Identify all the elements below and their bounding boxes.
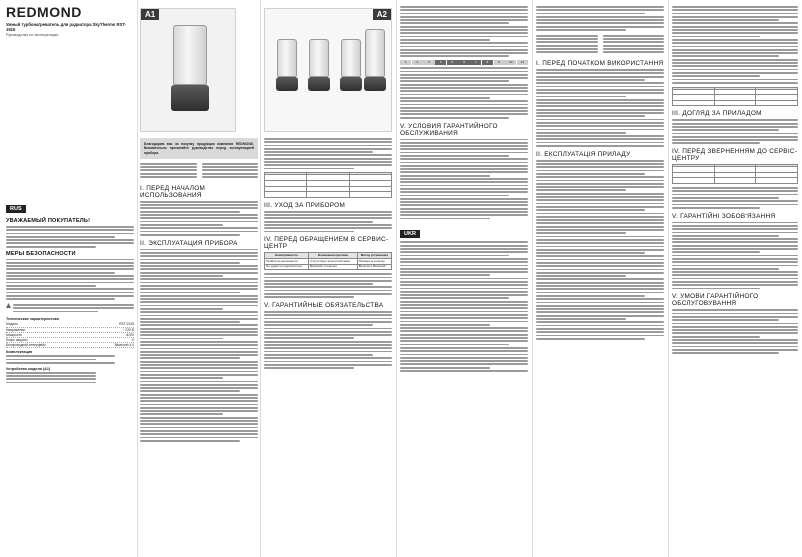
table-cell: Отсутствует электропитание xyxy=(309,259,358,265)
column-2 xyxy=(140,0,258,557)
text-block xyxy=(140,201,258,236)
progress-step: 7 xyxy=(470,60,481,65)
care-heading: III. УХОД ЗА ПРИБОРОМ xyxy=(264,201,346,209)
service-heading: IV. ПЕРЕД ОБРАЩЕНИЕМ В СЕРВИС-ЦЕНТР xyxy=(264,236,389,251)
specs-list xyxy=(6,322,134,348)
text-block xyxy=(400,241,528,371)
progress-step: 10 xyxy=(505,60,516,65)
progress-step: 5 xyxy=(447,60,458,65)
column-3 xyxy=(264,0,392,557)
text-block xyxy=(536,160,664,340)
device-heading: Устройство модели (A1) xyxy=(6,366,51,371)
progress-step: 3 xyxy=(423,60,434,65)
text-block xyxy=(6,355,134,363)
manual-title: Умный турбонагреватель для радиатора SkyThermo RST-1915 xyxy=(6,22,127,32)
dear-buyer-heading: УВАЖАЕМЫЙ ПОКУПАТЕЛЬ! xyxy=(6,218,91,224)
progress-step: 6 xyxy=(458,60,469,65)
text-block xyxy=(6,372,134,384)
progress-step: 11 xyxy=(517,60,528,65)
ukr-operation-heading: II. ЕКСПЛУАТАЦІЯ ПРИЛАДУ xyxy=(536,150,631,158)
table-cell: Bluetooth отключен xyxy=(309,264,358,270)
thanks-note: Благодарим вас за покупку продукции компании REDMOND. Внимательно прочитайте руководство перед эксплуатацией прибора. xyxy=(140,138,258,159)
lang-tag-ukr: UKR xyxy=(400,230,420,238)
spec-label: Напряжение xyxy=(6,327,26,332)
text-block xyxy=(536,6,664,31)
specs-heading: Технические характеристики xyxy=(6,317,59,322)
spec-value: ~ 220 В xyxy=(122,327,134,332)
column-5 xyxy=(536,0,664,557)
spec-value: 40 Вт xyxy=(125,332,134,337)
column-4 xyxy=(400,0,528,557)
ukr-warranty-heading: V. ГАРАНТІЙНІ ЗОБОВ'ЯЗАННЯ xyxy=(672,212,776,220)
text-block xyxy=(6,259,134,300)
ukr-conditions-heading: V. УМОВИ ГАРАНТІЙНОГО ОБСЛУГОВУВАННЯ xyxy=(672,293,759,308)
text-block xyxy=(400,67,528,118)
table-cell: Прибор не включается xyxy=(265,259,309,265)
operation-heading: II. ЭКСПЛУАТАЦИЯ ПРИБОРА xyxy=(140,239,238,247)
spec-label: Класс защиты xyxy=(6,337,28,342)
text-block xyxy=(672,6,798,84)
ukr-modes-table xyxy=(672,87,798,107)
rus-section xyxy=(6,197,134,383)
spec-label: Мощность xyxy=(6,332,22,337)
table-cell: Проверьте розетку xyxy=(357,259,391,265)
warranty-conditions-heading: V. УСЛОВИЯ ГАРАНТИЙНОГО ОБСЛУЖИВАНИЯ xyxy=(400,122,498,137)
ukr-care-heading: III. ДОГЛЯД ЗА ПРИЛАДОМ xyxy=(672,110,762,118)
device-parts-list xyxy=(140,162,258,181)
text-block xyxy=(140,249,258,442)
mode-progress-bar xyxy=(400,60,528,65)
text-block xyxy=(264,273,392,298)
modes-table xyxy=(264,172,392,197)
text-block xyxy=(6,226,134,248)
spec-row xyxy=(6,343,134,348)
before-use-heading: I. ПЕРЕД НАЧАЛОМ ИСПОЛЬЗОВАНИЯ xyxy=(140,184,206,199)
spec-label: Беспроводной интерфейс xyxy=(6,343,46,348)
panel-label-a2: A2 xyxy=(373,9,391,20)
progress-step: 4 xyxy=(435,60,446,65)
text-block xyxy=(672,309,798,354)
panel-label-a1: A1 xyxy=(141,9,159,20)
table-row xyxy=(265,264,392,270)
text-block xyxy=(672,222,798,290)
service-table xyxy=(264,252,392,270)
progress-step: 2 xyxy=(412,60,423,65)
manual-subtitle: Руководство по эксплуатации xyxy=(6,33,59,37)
text-block xyxy=(672,119,798,144)
spec-label: Модель xyxy=(6,322,18,327)
safety-heading: МЕРЫ БЕЗОПАСНОСТИ xyxy=(6,250,76,257)
warning-icon xyxy=(6,303,11,308)
column-1 xyxy=(6,0,134,557)
text-block xyxy=(264,211,392,233)
text-block xyxy=(400,6,528,57)
ukr-service-table xyxy=(672,164,798,184)
table-header: Метод устранения xyxy=(357,253,391,259)
progress-step: 1 xyxy=(400,60,411,65)
table-cell: Не удается подключиться xyxy=(265,264,309,270)
ukr-service-heading: IV. ПЕРЕД ЗВЕРНЕННЯМ ДО СЕРВІС-ЦЕНТРУ xyxy=(672,148,798,163)
spec-value: RST-1915 xyxy=(119,322,134,327)
table-header: Неисправность xyxy=(265,253,309,259)
text-block xyxy=(264,311,392,369)
text-block xyxy=(264,138,392,169)
spec-value: Bluetooth 4.0 xyxy=(114,343,134,348)
brand-logo: REDMOND xyxy=(6,4,82,20)
warranty-heading: V. ГАРАНТИЙНЫЕ ОБЯЗАТЕЛЬСТВА xyxy=(264,302,384,310)
table-header: Возможная причина xyxy=(309,253,358,259)
progress-step: 8 xyxy=(482,60,493,65)
column-6 xyxy=(672,0,798,557)
kit-heading: Комплектация xyxy=(6,350,33,355)
text-block xyxy=(536,69,664,147)
table-cell: Включите Bluetooth xyxy=(357,264,391,270)
parts-list-ukr xyxy=(536,34,664,56)
progress-step: 9 xyxy=(494,60,505,65)
spec-value: II xyxy=(132,337,134,342)
lang-tag-rus: RUS xyxy=(6,205,26,213)
text-block xyxy=(400,139,528,220)
text-block xyxy=(672,187,798,209)
warning-note xyxy=(6,303,134,315)
ukr-before-heading: I. ПЕРЕД ПОЧАТКОМ ВИКОРИСТАННЯ xyxy=(536,60,664,68)
